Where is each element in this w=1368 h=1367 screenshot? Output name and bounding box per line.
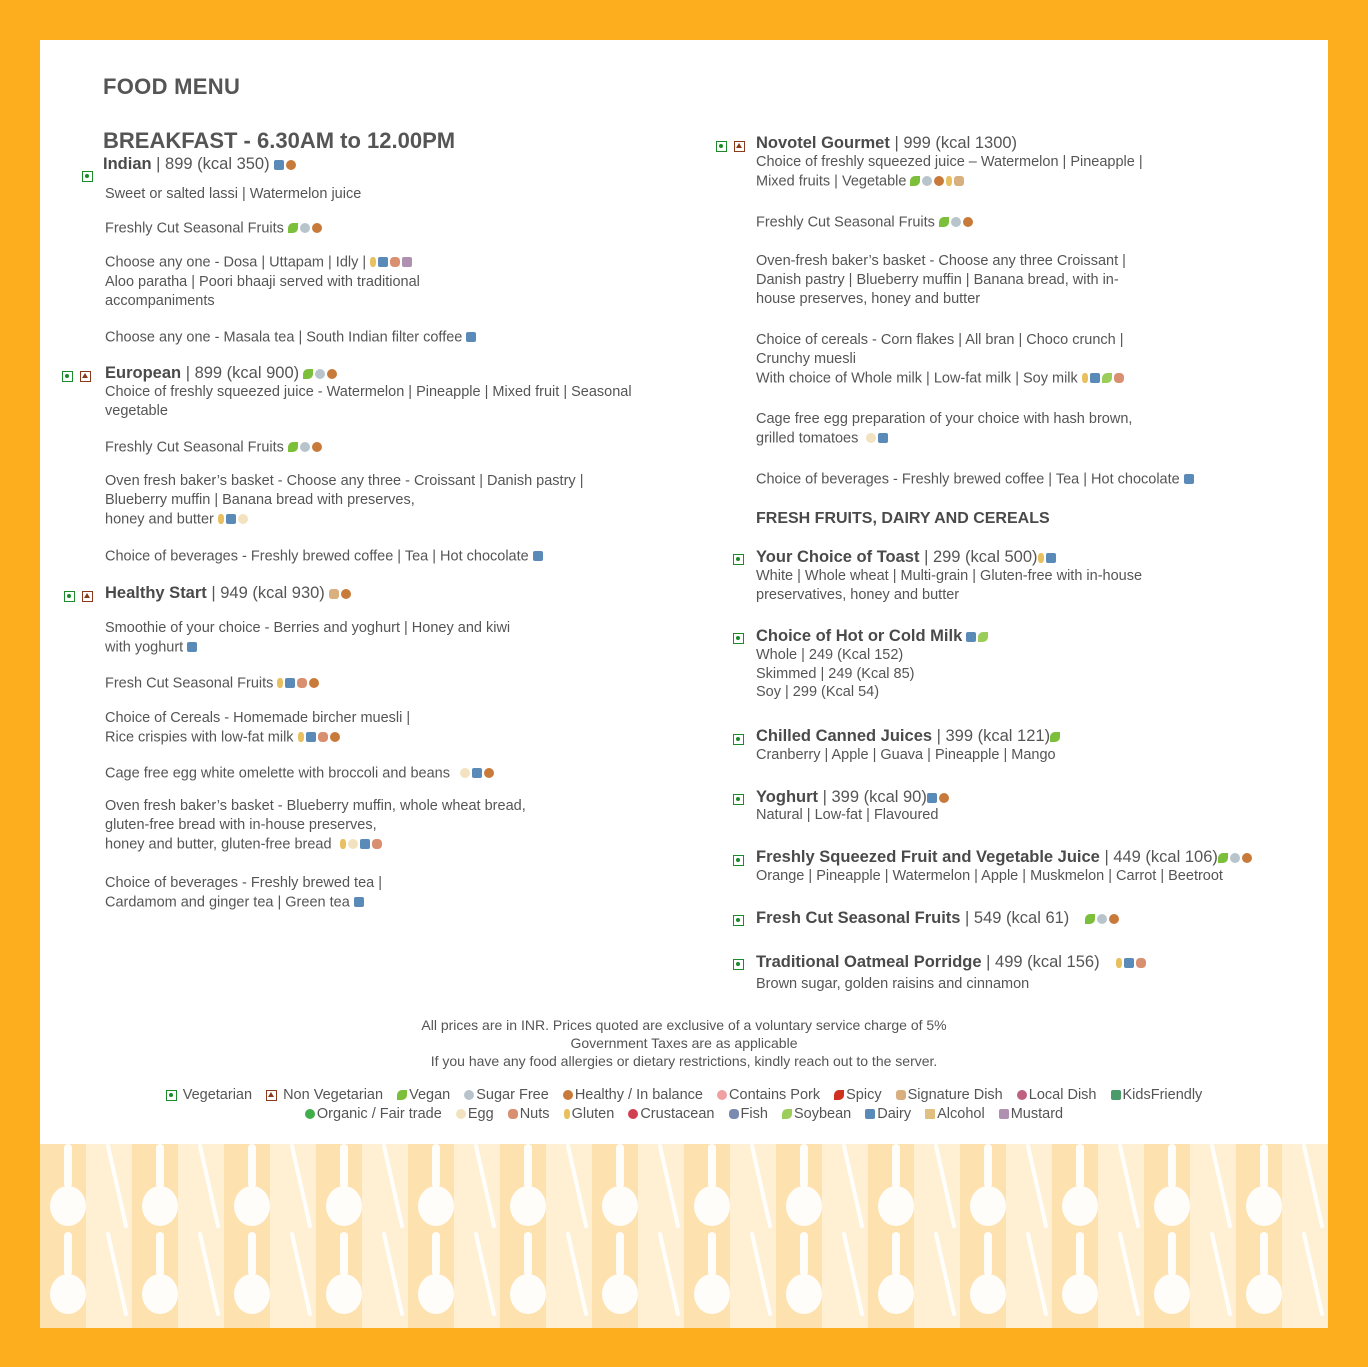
nuts-icon [297,678,307,688]
indian-set [103,155,298,174]
dairy-icon [466,332,476,342]
indian-line: Freshly Cut Seasonal Fruits [105,219,478,238]
dairy-icon [878,433,888,443]
vegan-icon [1218,853,1228,863]
veg-marker [733,633,744,644]
veg-marker [733,855,744,866]
gluten-icon [340,839,346,849]
healthy-line: gluten-free bread with in-house preserves, [105,817,377,834]
vegan-icon [910,176,920,186]
novotel-heading: Novotel Gourmet | 999 (kcal 1300) [756,134,1018,152]
sugar-free-icon [951,217,961,227]
soybean-icon [782,1109,792,1119]
novotel-line: Oven-fresh baker’s basket - Choose any three Croissant | [756,252,1126,269]
sugar-free-icon [315,369,325,379]
european-heading: European | 899 (kcal 900) [105,364,632,383]
sugar-free-icon [464,1090,474,1100]
crustacean-icon [628,1109,638,1119]
sugar-free-icon [300,442,310,452]
dairy-icon [274,160,284,170]
nuts-icon [1136,958,1146,968]
gluten-icon [1082,373,1088,383]
novotel-line: Crunchy muesli [756,350,856,367]
dairy-icon [966,632,976,642]
soybean-icon [1102,373,1112,383]
price-footnote: All prices are in INR. Prices quoted are exclusive of a voluntary service charge of 5% Government Taxes are as applicable If you have any food allergies or dietary restrictions, kindly reach out to the server. [421,1017,947,1069]
dairy-icon [472,768,482,778]
vegan-icon [939,217,949,227]
veg-marker [733,554,744,565]
healthy-line: Cage free egg white omelette with broccoli and beans [105,764,526,783]
healthy-icon [286,160,296,170]
healthy-line: Choice of beverages - Freshly brewed tea | [105,874,382,891]
european-line: honey and butter [105,510,632,529]
healthy-line: with yoghurt [105,638,526,657]
gluten-icon [1116,958,1122,968]
sugar-free-icon [300,223,310,233]
vegan-icon [1050,732,1060,742]
healthy-heading: Healthy Start | 949 (kcal 930) [105,584,526,603]
page-title: FOOD MENU [103,74,241,99]
signature-dish-icon [329,589,339,599]
healthy-icon [312,442,322,452]
vegan-icon [397,1090,407,1100]
dairy-icon [533,551,543,561]
healthy-icon [963,217,973,227]
toast-item: Your Choice of Toast | 299 (kcal 500) White | Whole wheat | Multi-grain | Gluten-free with in-house preservatives, honey and butter [756,548,1143,603]
milk-item: Choice of Hot or Cold Milk Whole | 249 (Kcal 152) Skimmed | 249 (Kcal 85) Soy | 299 (Kcal 54) [756,627,990,701]
menu-page [40,40,1328,1328]
dairy-icon [1124,958,1134,968]
healthy-icon [934,176,944,186]
veg-marker [733,959,744,970]
nuts-icon [372,839,382,849]
pork-icon [717,1090,727,1100]
gluten-icon [277,678,283,688]
local-dish-icon [1017,1090,1027,1100]
nuts-icon [1114,373,1124,383]
novotel-line: grilled tomatoes [756,429,1196,448]
novotel-line: Cage free egg preparation of your choice with hash brown, [756,410,1133,427]
sugar-free-icon [1230,853,1240,863]
vegan-icon [288,442,298,452]
organic-icon [305,1109,315,1119]
indian-line: Sweet or salted lassi | Watermelon juice [105,186,362,202]
veg-marker [62,371,73,382]
spicy-icon [834,1090,844,1100]
novotel-line: Danish pastry | Blueberry muffin | Banana bread, with in- [756,271,1119,288]
european-line: Oven fresh baker’s basket - Choose any three - Croissant | Danish pastry | [105,473,584,490]
fresh-fruits-title: FRESH FRUITS, DAIRY AND CEREALS [756,509,1050,527]
dairy-icon [378,257,388,267]
dairy-icon [226,514,236,524]
indian-heading: Indian | 899 (kcal 350) [103,155,298,174]
healthy-icon [939,793,949,803]
indian-line: accompaniments [105,292,215,309]
european-line: Blueberry muffin | Banana bread with preserves, [105,492,415,509]
indian-line: Choose any one - Masala tea | South Indian filter coffee [105,328,478,347]
non-veg-marker [80,371,91,382]
dairy-icon [1090,373,1100,383]
non-veg-marker [734,141,745,152]
egg-icon [866,433,876,443]
vegan-icon [1085,914,1095,924]
non-veg-marker [82,591,93,602]
healthy-line: Rice crispies with low-fat milk [105,728,526,747]
signature-dish-icon [896,1090,906,1100]
gluten-icon [946,176,952,186]
healthy-line: Choice of Cereals - Homemade bircher muesli | [105,709,411,726]
kids-friendly-icon [1111,1090,1121,1100]
gluten-icon [370,257,376,267]
european-line: vegetable [105,403,168,419]
sugar-free-icon [1097,914,1107,924]
european-line: Freshly Cut Seasonal Fruits [105,438,632,457]
gluten-icon [218,514,224,524]
dairy-icon [1184,474,1194,484]
healthy-line: Oven fresh baker’s basket - Blueberry muffin, whole wheat bread, [105,798,526,815]
legend-row: Organic / Fair trade Egg Nuts Gluten Crustacean Fish Soybean Dairy Alcohol Mustard [40,1106,1328,1122]
healthy-icon [1242,853,1252,863]
gluten-icon [564,1109,570,1119]
healthy-icon [312,223,322,233]
gluten-icon [298,732,304,742]
egg-icon [238,514,248,524]
non-veg-icon [266,1090,277,1101]
vegan-icon [303,369,313,379]
legend-row: Vegetarian Non Vegetarian Vegan Sugar Free Healthy / In balance Contains Pork Spicy Signature Dish Local Dish KidsFriendly [40,1087,1328,1103]
dairy-icon [306,732,316,742]
dairy-icon [927,793,937,803]
dairy-icon [865,1109,875,1119]
dairy-icon [360,839,370,849]
sugar-free-icon [922,176,932,186]
european-line: Choice of freshly squeezed juice - Watermelon | Pineapple | Mixed fruit | Seasonal [105,384,632,400]
veg-marker [64,591,75,602]
dairy-icon [1046,553,1056,563]
juices-item: Chilled Canned Juices | 399 (kcal 121) Cranberry | Apple | Guava | Pineapple | Mango [756,727,1062,765]
signature-dish-icon [954,176,964,186]
mustard-icon [999,1109,1009,1119]
novotel-line: Choice of freshly squeezed juice – Watermelon | Pineapple | [756,154,1143,170]
vegan-icon [288,223,298,233]
healthy-icon [330,732,340,742]
novotel-line: Freshly Cut Seasonal Fruits [756,213,1196,232]
healthy-icon [309,678,319,688]
nuts-icon [508,1109,518,1119]
novotel-line: Mixed fruits | Vegetable [756,172,1196,191]
dairy-icon [354,897,364,907]
veg-marker [733,915,744,926]
healthy-icon [341,589,351,599]
mustard-icon [402,257,412,267]
novotel-line: house preserves, honey and butter [756,290,981,307]
healthy-line: Smoothie of your choice - Berries and yoghurt | Honey and kiwi [105,620,511,636]
indian-line: Choose any one - Dosa | Uttapam | Idly | [105,253,478,272]
novotel-line: With choice of Whole milk | Low-fat milk | Soy milk [756,369,1196,388]
spoon-pattern-icon [40,1144,1328,1328]
healthy-icon [484,768,494,778]
european-line: Choice of beverages - Freshly brewed coffee | Tea | Hot chocolate [105,547,632,566]
dairy-icon [285,678,295,688]
porridge-item: Traditional Oatmeal Porridge | 499 (kcal 156) Brown sugar, golden raisins and cinnamon [756,953,1148,994]
healthy-line: Fresh Cut Seasonal Fruits [105,674,526,693]
gluten-icon [1038,553,1044,563]
soybean-icon [978,632,988,642]
spoon-pattern [40,1144,1328,1328]
alcohol-icon [925,1109,935,1119]
veg-icon [166,1090,177,1101]
healthy-icon [1109,914,1119,924]
fresh-juice-item: Freshly Squeezed Fruit and Vegetable Juice | 449 (kcal 106) Orange | Pineapple | Watermelon | Apple | Muskmelon | Carrot | Beetroot [756,848,1254,886]
breakfast-title: BREAKFAST - 6.30AM to 12.00PM [103,128,456,153]
healthy-icon [563,1090,573,1100]
healthy-line: Cardamom and ginger tea | Green tea [105,893,526,912]
dairy-icon [187,642,197,652]
indian-line: Aloo paratha | Poori bhaaji served with traditional [105,273,420,290]
nuts-icon [318,732,328,742]
egg-icon [460,768,470,778]
nuts-icon [390,257,400,267]
novotel-line: Choice of beverages - Freshly brewed coffee | Tea | Hot chocolate [756,470,1196,489]
healthy-start-set [105,584,526,912]
veg-marker [716,141,727,152]
healthy-line: honey and butter, gluten-free bread [105,835,526,854]
european-set [105,364,632,566]
veg-marker [733,794,744,805]
fish-icon [729,1109,739,1119]
novotel-line: Choice of cereals - Corn flakes | All bran | Choco crunch | [756,331,1124,348]
veg-marker [82,171,93,182]
egg-icon [348,839,358,849]
fresh-fruits-item: Fresh Cut Seasonal Fruits | 549 (kcal 61) [756,909,1121,928]
yoghurt-item: Yoghurt | 399 (kcal 90) Natural | Low-fat | Flavoured [756,788,951,823]
healthy-icon [327,369,337,379]
novotel-gourmet-set [756,134,1196,528]
egg-icon [456,1109,466,1119]
veg-marker [733,734,744,745]
